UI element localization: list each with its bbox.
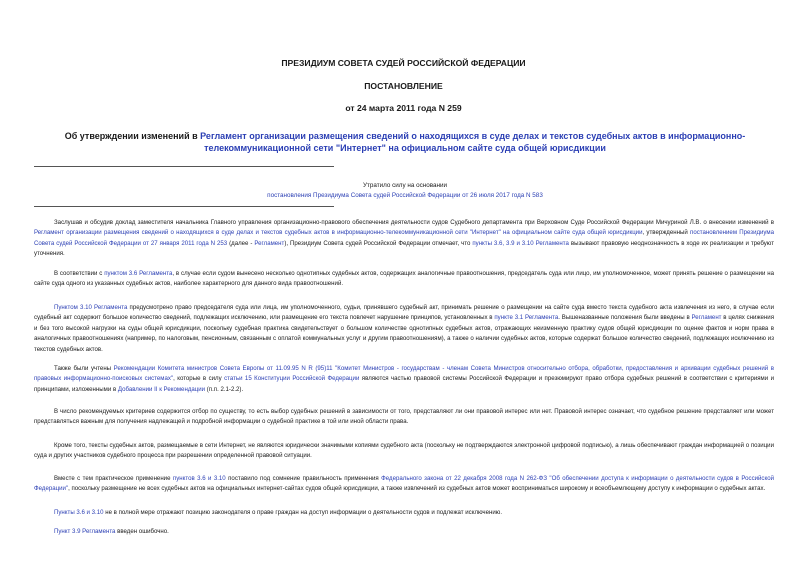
repeal-note-line: Утратило силу на основании	[362, 182, 448, 189]
p1-reglament-link[interactable]: Регламент организации размещения сведений о находящихся в суде делах и текстов судебных актов в информационно-телекоммуникационной сети "Интернет" на официальном сайте суда общей юрисдикции	[34, 229, 643, 237]
p9-text-1: введен ошибочно.	[115, 528, 169, 535]
p1-text-3: (далее -	[227, 239, 255, 247]
paragraph-7	[34, 474, 774, 495]
paragraph-8	[34, 508, 774, 518]
p1-text-4: ), Президиум Совета судей Российской Федерации отмечает, что	[284, 239, 473, 247]
org-heading: ПРЕЗИДИУМ СОВЕТА СУДЕЙ РОССИЙСКОЙ ФЕДЕРАЦИИ	[281, 58, 526, 68]
paragraph-5	[34, 407, 774, 428]
p2-point-3-6-link[interactable]: пунктом 3.6 Регламента	[104, 270, 173, 277]
paragraph-3	[34, 303, 774, 355]
p1-decree-253-link[interactable]: постановлением Президиума Совета судей Российской Федерации от 27 января 2011 года N 253	[34, 229, 774, 247]
p3-text-2: . Вышеназванные положения были введены в	[558, 314, 692, 322]
p3-reglament-link[interactable]: Регламент	[691, 314, 722, 322]
p1-text-5: вызывают правовую неоднозначность в ходе их реализации и требуют уточнения.	[34, 239, 774, 258]
p7-text-2: поставило под сомнение правильность применения	[225, 475, 382, 482]
p3-point-3-10-link[interactable]: Пунктом 3.10 Регламента	[54, 304, 128, 311]
paragraph-4	[34, 364, 774, 395]
p8-points-link[interactable]: Пункты 3.6 и 3.10	[54, 509, 104, 516]
paragraph-6	[34, 441, 774, 462]
p4-text-3: являются частью правовой системы Российской Федерации и презюмируют право отбора судебных решений в соответствии с критериями и принципами, изложенными в	[34, 375, 774, 393]
p7-points-link[interactable]: пунктов 3.6 и 3.10	[172, 475, 226, 482]
p7-text-1: Вместе с тем практическое применение	[54, 475, 173, 482]
repeal-decree-link[interactable]: постановления Президиума Совета судей Российской Федерации от 26 июля 2017 года N 583	[267, 192, 543, 199]
p6-text-1: Кроме того, тексты судебных актов, размещаемые в сети Интернет, не являются юридически значимыми копиями судебного акта (поскольку не подтверждаются электронной цифровой подписью), а лишь обеспечивают граждан информацией о позиции суда и других участников судебного процесса при разрешении определенной правовой ситуации.	[34, 442, 774, 460]
p4-text-1: Также были учтены	[54, 365, 114, 372]
p3-text-1: предусмотрено право председателя суда или лица, им уполномоченного, судьи, принявшего судебный акт, принимать решение о размещении на сайте суда вместо текста судебного акта извлечения из него, в случае если судебный акт содержит большое количество сведений, подлежащих исключению, или размещение его текста повлечет нарушение принципов, установленных в	[34, 304, 774, 322]
p4-appendix-link[interactable]: Добавлении II к Рекомендации	[117, 385, 206, 393]
p8-text-1: не в полной мере отражают позицию законодателя о праве граждан на доступ информации о деятельности судов и подлежат исключению.	[103, 509, 503, 516]
title-reglament-link[interactable]: Регламент организации размещения сведений о находящихся в суде делах и текстов судебных актов в информационно-телекоммуникационной сети "Интернет" на официальном сайте суда общей юрисдикции	[200, 131, 746, 153]
p3-point-3-1-link[interactable]: пункте 3.1 Регламента	[494, 314, 559, 322]
paragraph-9	[34, 527, 774, 537]
p3-text-3: в целях снижения и без того высокой нагрузки на суды общей юрисдикции, поскольку судебная практика свидетельствует о большом количестве однотипных судебных актов, отражающих неизменную практику судов общей юрисдикции по оценке фактов и норм права в аналогичных правоотношениях (например, по налоговым, пенсионным, связанным с оплатой коммунальных услуг и другим правоотношениям), а также о наличии судебных актов, которые содержат большое количество сведений, подлежащих исключению из текстов судебных актов.	[34, 314, 774, 353]
p7-federal-law-link[interactable]: Федерального закона от 22 декабря 2008 года N 262-ФЗ "Об обеспечении доступа к информации о деятельности судов в Российской Федерации"	[34, 475, 774, 493]
p4-recommendations-link[interactable]: Рекомендации Комитета министров Совета Европы от 11.09.95 N R (95)11 "Комитет Министров - государствам - членам Совета Министров относительно отбора, обработки, предоставления и архивации судебных решений в правовых информационно-поисковых системах"	[34, 365, 774, 383]
document-title	[60, 130, 750, 154]
p2-text-1: В соответствии с	[54, 270, 105, 277]
date-heading: от 24 марта 2011 года N 259	[345, 103, 462, 113]
paragraph-1	[34, 218, 774, 260]
p7-text-3: , поскольку размещение не всех судебных актов на официальных интернет-сайтах судов общей юрисдикции, а также извлечений из судебных актов может восприниматься широкому и всеобъемлющему доступу к информации о судебных актах.	[68, 485, 766, 493]
p4-constitution-link[interactable]: статьи 15 Конституции Российской Федерации	[224, 375, 360, 383]
p1-text-1: Заслушав и обсудив доклад заместителя начальника Главного управления организационно-правового обеспечения деятельности судов Судебного департамента при Верховном Суде Российской Федерации Мичуриной Л.В. о внесении изменений в	[54, 219, 774, 226]
p9-point-3-9-link[interactable]: Пункт 3.9 Регламента	[54, 528, 116, 535]
paragraph-2	[34, 269, 774, 290]
title-prefix: Об утверждении изменений в	[64, 131, 201, 141]
p1-reglament-short-link[interactable]: Регламент	[254, 239, 285, 247]
divider-bottom	[34, 206, 334, 207]
p2-text-2: , в случае если судом вынесено несколько однотипных судебных актов, содержащих аналогичные правоотношения, председатель суда или лицо, им уполномоченное, может принять решение о размещении на сайте суда одного из указанных судебных актов, наиболее характерного для данного вида правоотношений.	[34, 270, 774, 288]
repeal-note-link-line	[120, 191, 690, 200]
divider-top	[34, 166, 334, 167]
p5-text-1: В число рекомендуемых критериев содержится отбор по существу, то есть выбор судебных решений в зависимости от того, представляют ли они правовой интерес или нет. Правовой интерес означает, что судебное решение представляет или может представляться важным для получения надлежащей и подробной информации о судебной практике в той или иной области права.	[34, 408, 774, 426]
doc-type-heading: ПОСТАНОВЛЕНИЕ	[364, 81, 443, 91]
p4-text-4: (п.п. 2.1-2.2).	[205, 385, 244, 393]
p1-points-link[interactable]: пункты 3.6, 3.9 и 3.10 Регламента	[472, 239, 569, 247]
p1-text-2: , утвержденный	[642, 229, 691, 237]
p4-text-2: , которые в силу	[173, 375, 225, 383]
